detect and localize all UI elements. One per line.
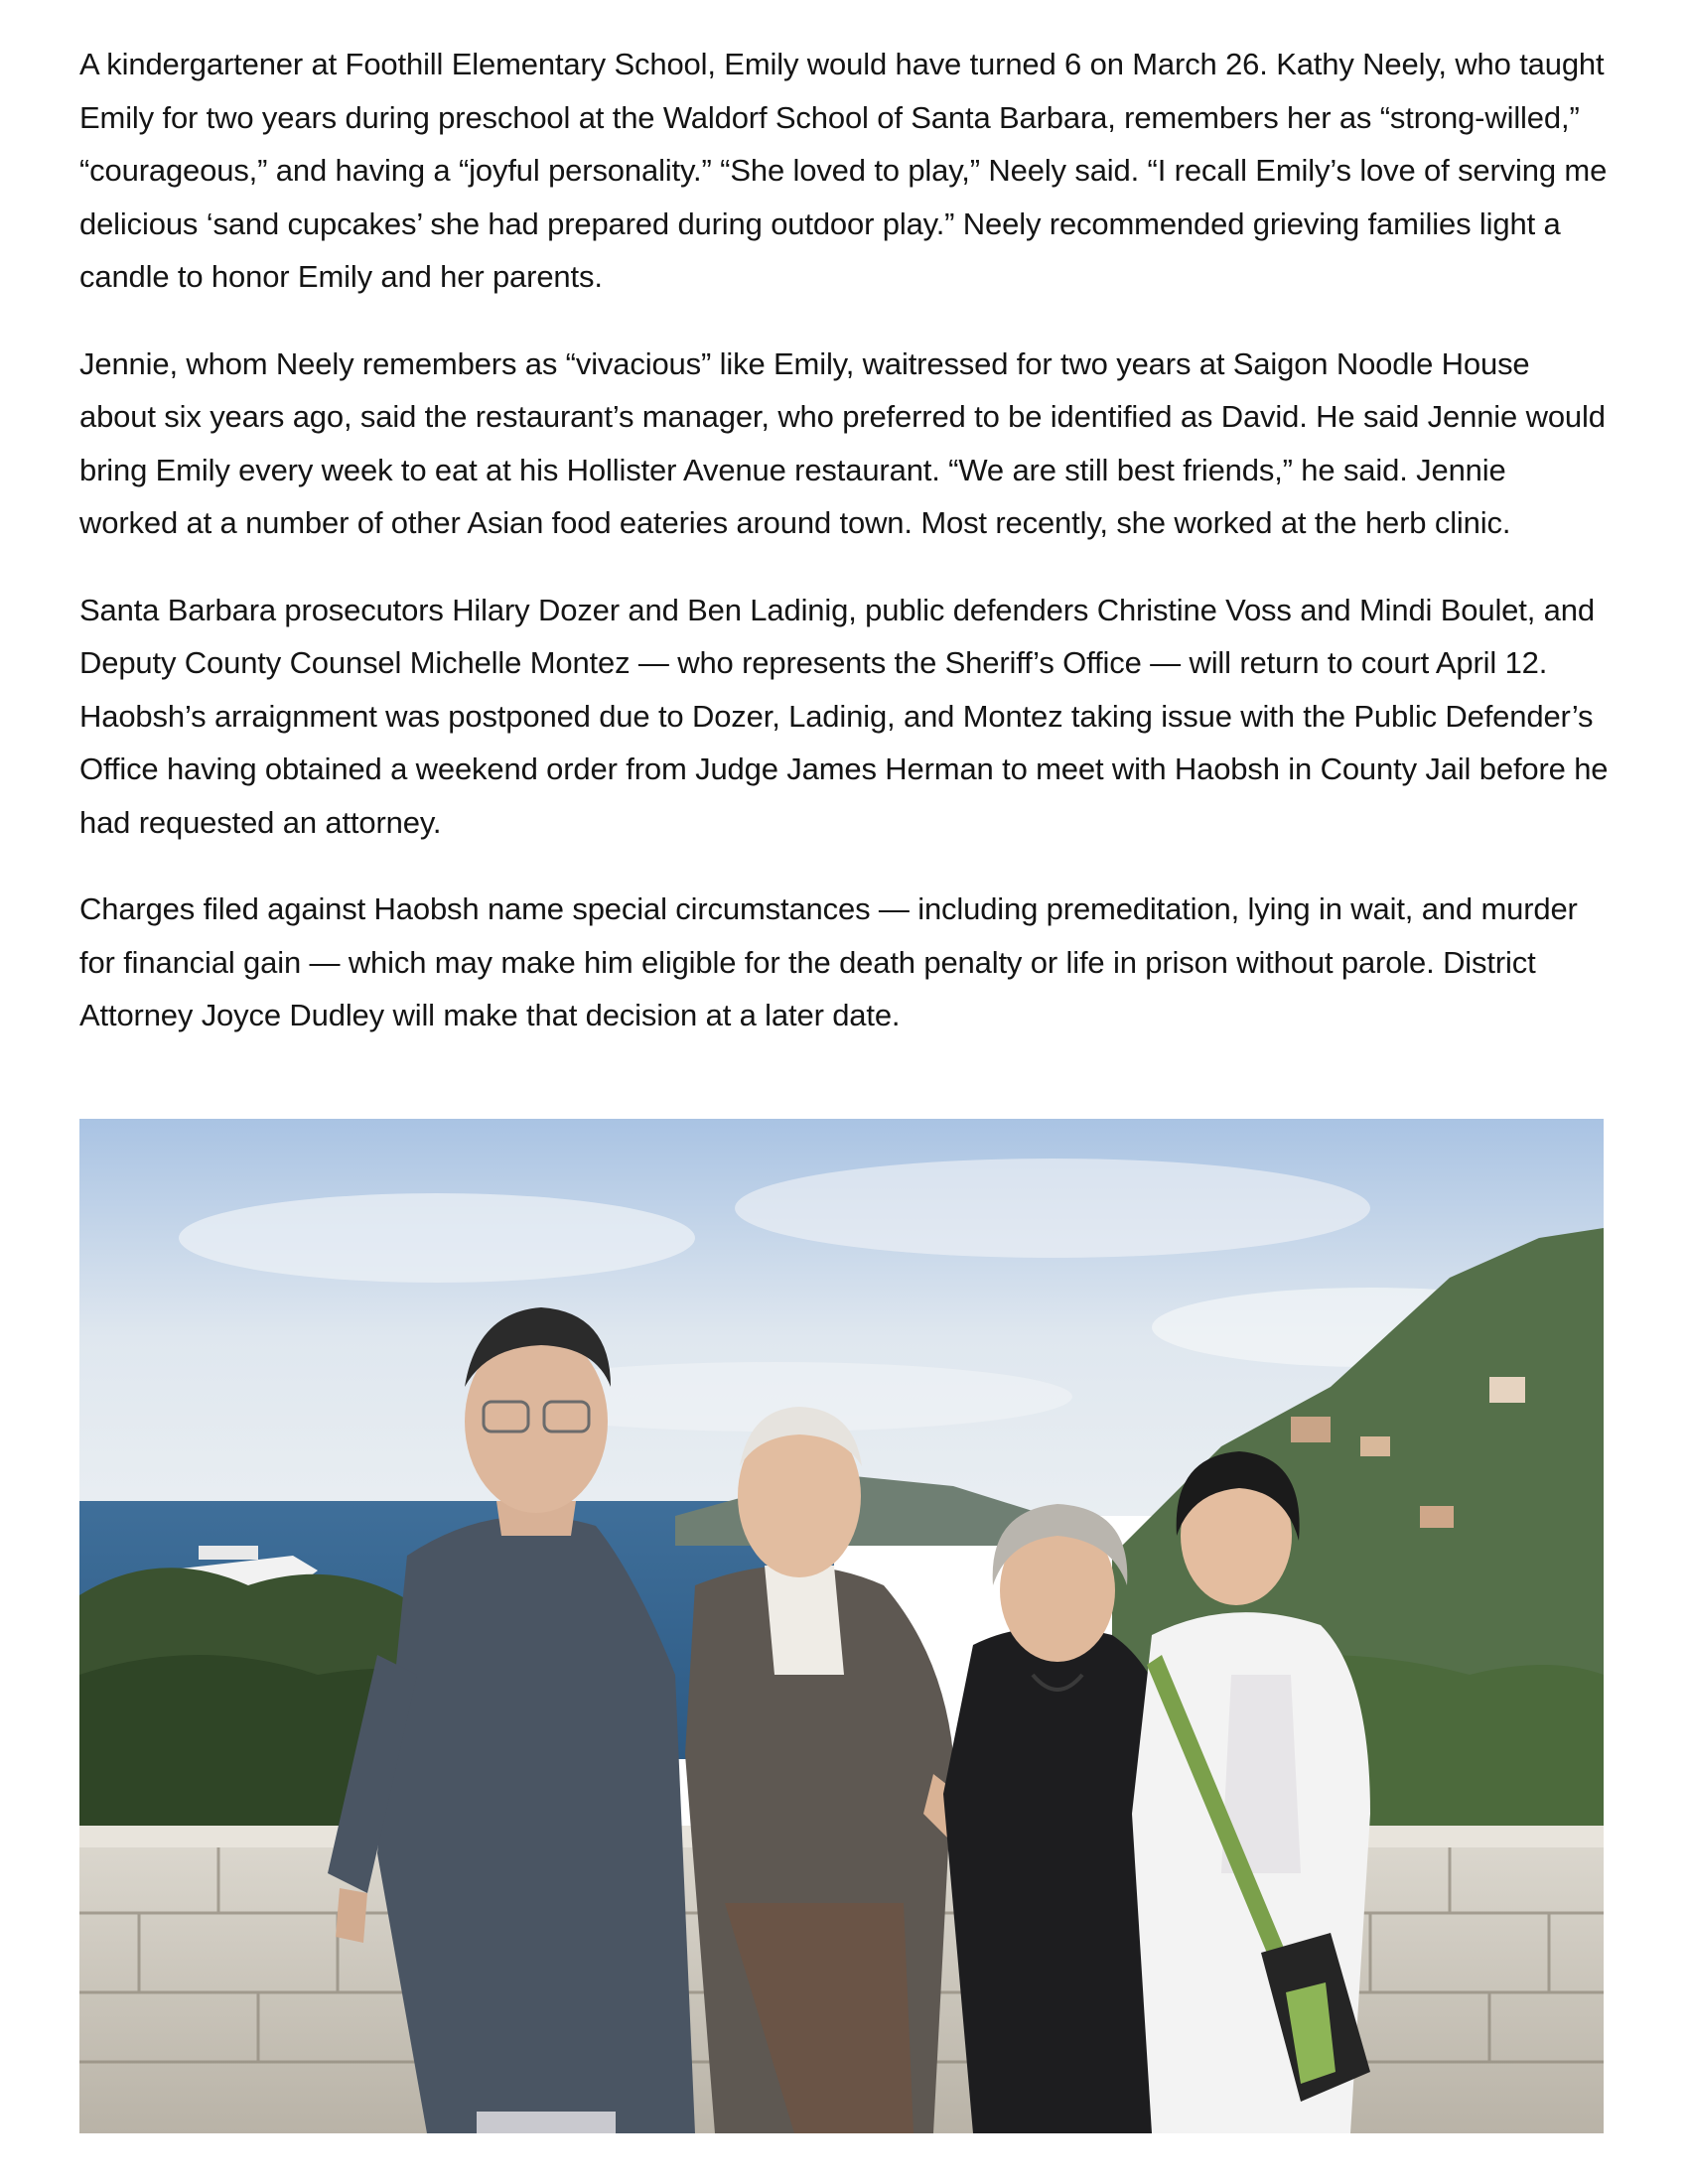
paragraph-court: Santa Barbara prosecutors Hilary Dozer and Ben Ladinig, public defenders Christine Voss and Mindi Boulet, and Deputy County Counsel Michelle Montez — who represents the Sheriff’s Office — will return to court April 12. Haobsh’s arraignment was postponed due to Dozer, Ladinig, and Montez taking issue with the Public Defender’s Office having obtained a weekend order from Judge James Herman to meet with Haobsh in County Jail before he had requested an attorney. — [79, 592, 1609, 840]
paragraph-charges: Charges filed against Haobsh name special circumstances — including premeditation, lying in wait, and murder for financial gain — which may make him eligible for the death penalty or life in prison without parole. District Attorney Joyce Dudley will make that decision at a later date. — [79, 891, 1578, 1032]
paragraph-emily: A kindergartener at Foothill Elementary School, Emily would have turned 6 on March 26. Kathy Neely, who taught Emily for two years during preschool at the Waldorf School of Santa Barbara, remembers her as “strong-willed,” “courageous,” and having a “joyful personality.” “She loved to play,” Neely said. “I recall Emily’s love of serving me delicious ‘sand cupcakes’ she had prepared during outdoor play.” Neely recommended grieving families light a candle to honor Emily and her parents. — [79, 47, 1608, 294]
family-photo — [79, 1119, 1604, 2133]
article-body — [79, 38, 1609, 1076]
family-photo-illustration — [79, 1119, 1604, 2133]
paragraph-jennie: Jennie, whom Neely remembers as “vivacious” like Emily, waitressed for two years at Saigon Noodle House about six years ago, said the restaurant’s manager, who preferred to be identified as David. He said Jennie would bring Emily every week to eat at his Hollister Avenue restaurant. “We are still best friends,” he said. Jennie worked at a number of other Asian food eateries around town. Most recently, she worked at the herb clinic. — [79, 345, 1606, 540]
